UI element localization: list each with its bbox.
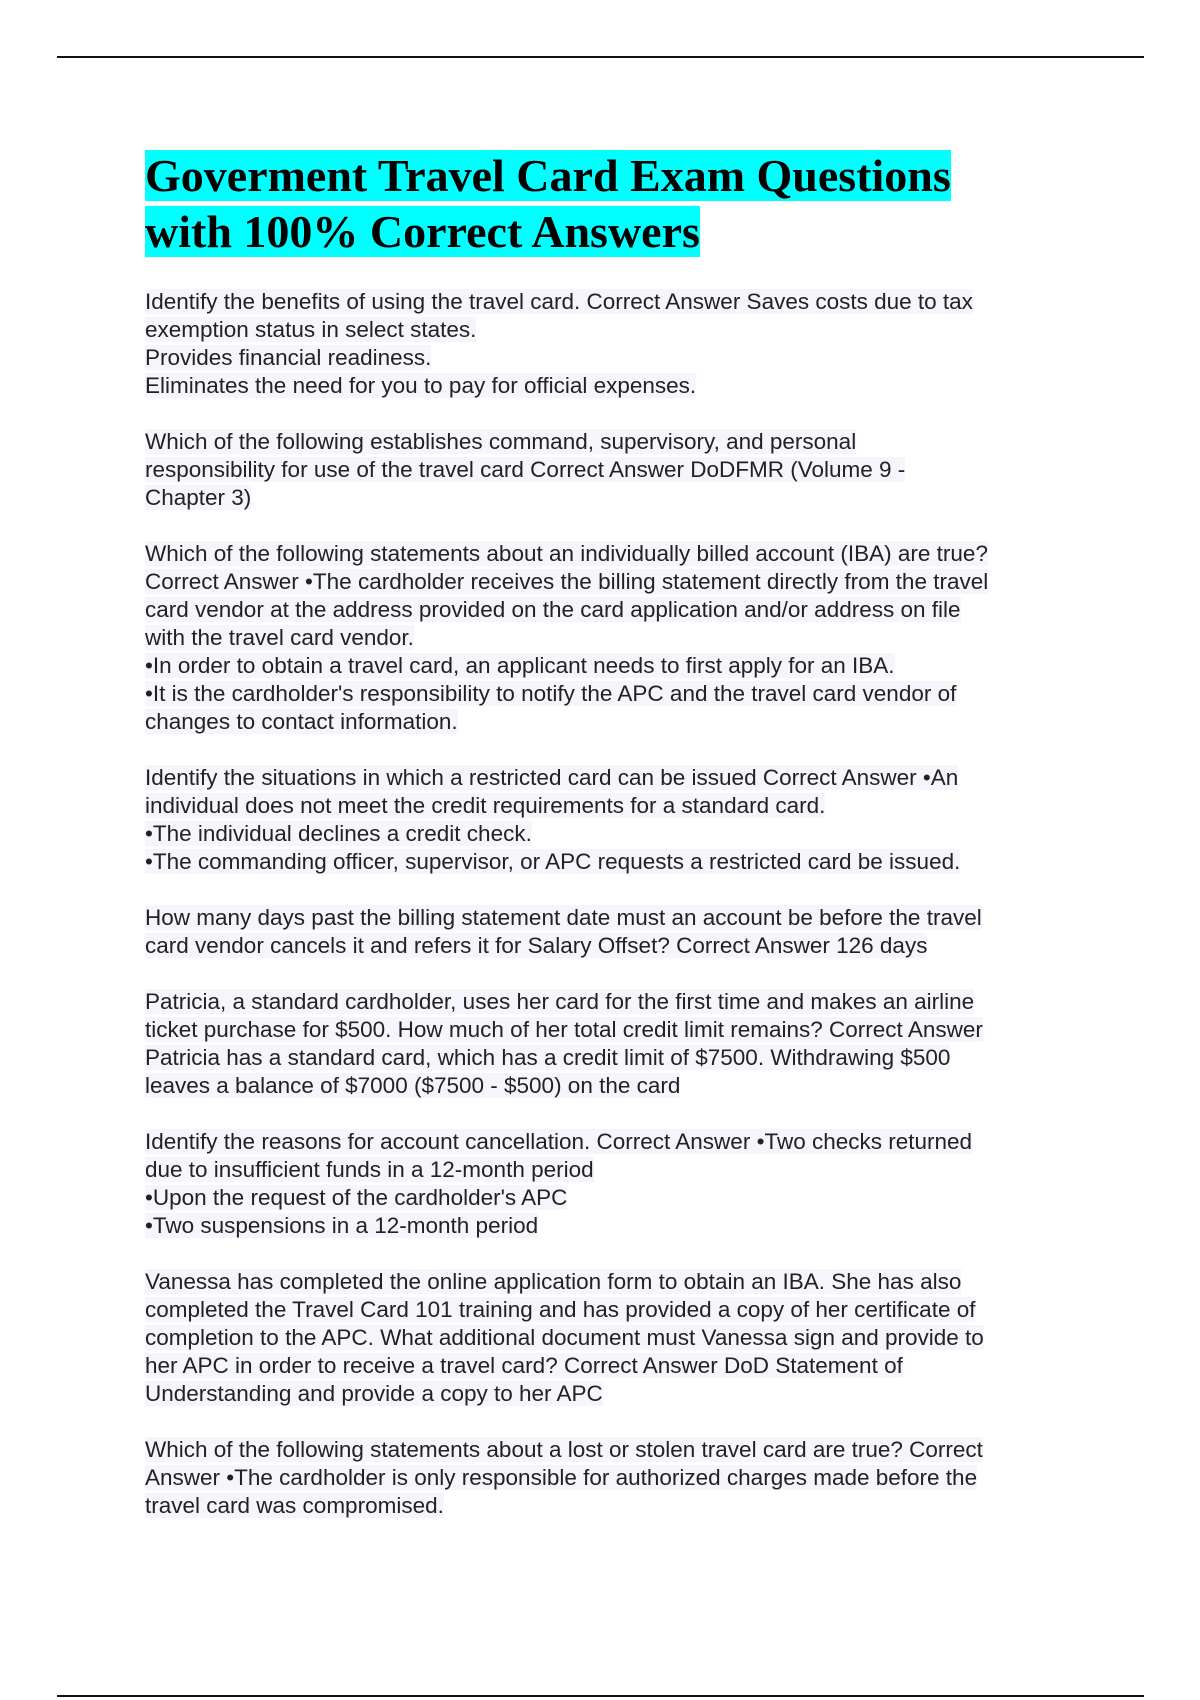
qa-line-text: •Two suspensions in a 12-month period [145, 1213, 539, 1238]
qa-line-text: Answer •The cardholder is only responsible for authorized charges made before the [145, 1465, 978, 1490]
qa-line-text: Correct Answer •The cardholder receives the billing statement directly from the travel [145, 569, 989, 594]
qa-line [145, 1016, 1075, 1044]
qa-line [145, 1380, 1075, 1408]
qa-line [145, 988, 1075, 1016]
top-rule [57, 56, 1144, 58]
qa-line [145, 1296, 1075, 1324]
qa-line [145, 1464, 1075, 1492]
qa-block [145, 1268, 1075, 1408]
qa-line-text: card vendor cancels it and refers it for Salary Offset? Correct Answer 126 days [145, 933, 928, 958]
qa-line [145, 568, 1075, 596]
title-line: Goverment Travel Card Exam Questions [145, 150, 951, 201]
qa-line [145, 904, 1075, 932]
qa-line-text: changes to contact information. [145, 709, 458, 734]
qa-line-text: •In order to obtain a travel card, an applicant needs to first apply for an IBA. [145, 653, 895, 678]
qa-block [145, 764, 1075, 876]
qa-line-text: completed the Travel Card 101 training and has provided a copy of her certificate of [145, 1297, 976, 1322]
qa-line-text: Identify the situations in which a restricted card can be issued Correct Answer •An [145, 765, 959, 790]
qa-line-text: individual does not meet the credit requirements for a standard card. [145, 793, 826, 818]
qa-line [145, 596, 1075, 624]
qa-line [145, 1436, 1075, 1464]
qa-line-text: travel card was compromised. [145, 1493, 444, 1518]
qa-line [145, 932, 1075, 960]
qa-line-text: Identify the reasons for account cancellation. Correct Answer •Two checks returned [145, 1129, 973, 1154]
qa-line [145, 1352, 1075, 1380]
qa-line [145, 484, 1075, 512]
qa-line-text: with the travel card vendor. [145, 625, 414, 650]
qa-line-text: •The individual declines a credit check. [145, 821, 532, 846]
qa-line-text: her APC in order to receive a travel card? Correct Answer DoD Statement of [145, 1353, 903, 1378]
qa-line-text: Provides financial readiness. [145, 345, 432, 370]
qa-block [145, 988, 1075, 1100]
qa-line-text: Which of the following statements about a lost or stolen travel card are true? Correct [145, 1437, 983, 1462]
qa-line-text: Vanessa has completed the online application form to obtain an IBA. She has also [145, 1269, 962, 1294]
qa-line [145, 372, 1075, 400]
qa-line-text: card vendor at the address provided on the card application and/or address on file [145, 597, 961, 622]
qa-block [145, 288, 1075, 400]
qa-line [145, 428, 1075, 456]
qa-line-text: Which of the following establishes command, supervisory, and personal [145, 429, 857, 454]
qa-list [145, 288, 1075, 1520]
qa-line-text: Understanding and provide a copy to her APC [145, 1381, 603, 1406]
title-line: with 100% Correct Answers [145, 206, 700, 257]
qa-line-text: Identify the benefits of using the travel card. Correct Answer Saves costs due to tax [145, 289, 973, 314]
qa-line [145, 764, 1075, 792]
qa-block [145, 904, 1075, 960]
qa-line [145, 1212, 1075, 1240]
qa-line-text: Chapter 3) [145, 485, 252, 510]
qa-line-text: Patricia has a standard card, which has a credit limit of $7500. Withdrawing $500 [145, 1045, 951, 1070]
qa-line-text: •Upon the request of the cardholder's APC [145, 1185, 568, 1210]
qa-line [145, 848, 1075, 876]
qa-line-text: ticket purchase for $500. How much of her total credit limit remains? Correct Answer [145, 1017, 983, 1042]
qa-line-text: •It is the cardholder's responsibility to notify the APC and the travel card vendor of [145, 681, 957, 706]
qa-block [145, 1128, 1075, 1240]
qa-line-text: Eliminates the need for you to pay for official expenses. [145, 373, 697, 398]
document-body [145, 148, 1075, 1548]
qa-line [145, 708, 1075, 736]
qa-line [145, 652, 1075, 680]
qa-line [145, 316, 1075, 344]
qa-line-text: Patricia, a standard cardholder, uses her card for the first time and makes an airline [145, 989, 975, 1014]
qa-line-text: responsibility for use of the travel card Correct Answer DoDFMR (Volume 9 - [145, 457, 906, 482]
qa-line-text: completion to the APC. What additional document must Vanessa sign and provide to [145, 1325, 984, 1350]
qa-line [145, 456, 1075, 484]
qa-line-text: •The commanding officer, supervisor, or APC requests a restricted card be issued. [145, 849, 961, 874]
qa-line-text: How many days past the billing statement date must an account be before the travel [145, 905, 982, 930]
qa-line [145, 1268, 1075, 1296]
qa-line [145, 1128, 1075, 1156]
qa-line-text: Which of the following statements about an individually billed account (IBA) are true? [145, 541, 988, 566]
qa-line-text: exemption status in select states. [145, 317, 477, 342]
qa-line [145, 1072, 1075, 1100]
qa-line [145, 820, 1075, 848]
qa-line-text: leaves a balance of $7000 ($7500 - $500) on the card [145, 1073, 681, 1098]
qa-line [145, 1044, 1075, 1072]
qa-line [145, 624, 1075, 652]
qa-line-text: due to insufficient funds in a 12-month period [145, 1157, 594, 1182]
qa-line [145, 792, 1075, 820]
qa-line [145, 540, 1075, 568]
qa-line [145, 1324, 1075, 1352]
qa-line [145, 680, 1075, 708]
page-title [145, 148, 1075, 260]
qa-line [145, 1156, 1075, 1184]
qa-block [145, 1436, 1075, 1520]
qa-line [145, 288, 1075, 316]
bottom-rule [57, 1695, 1144, 1697]
qa-line [145, 1184, 1075, 1212]
qa-block [145, 428, 1075, 512]
qa-block [145, 540, 1075, 736]
qa-line [145, 1492, 1075, 1520]
qa-line [145, 344, 1075, 372]
